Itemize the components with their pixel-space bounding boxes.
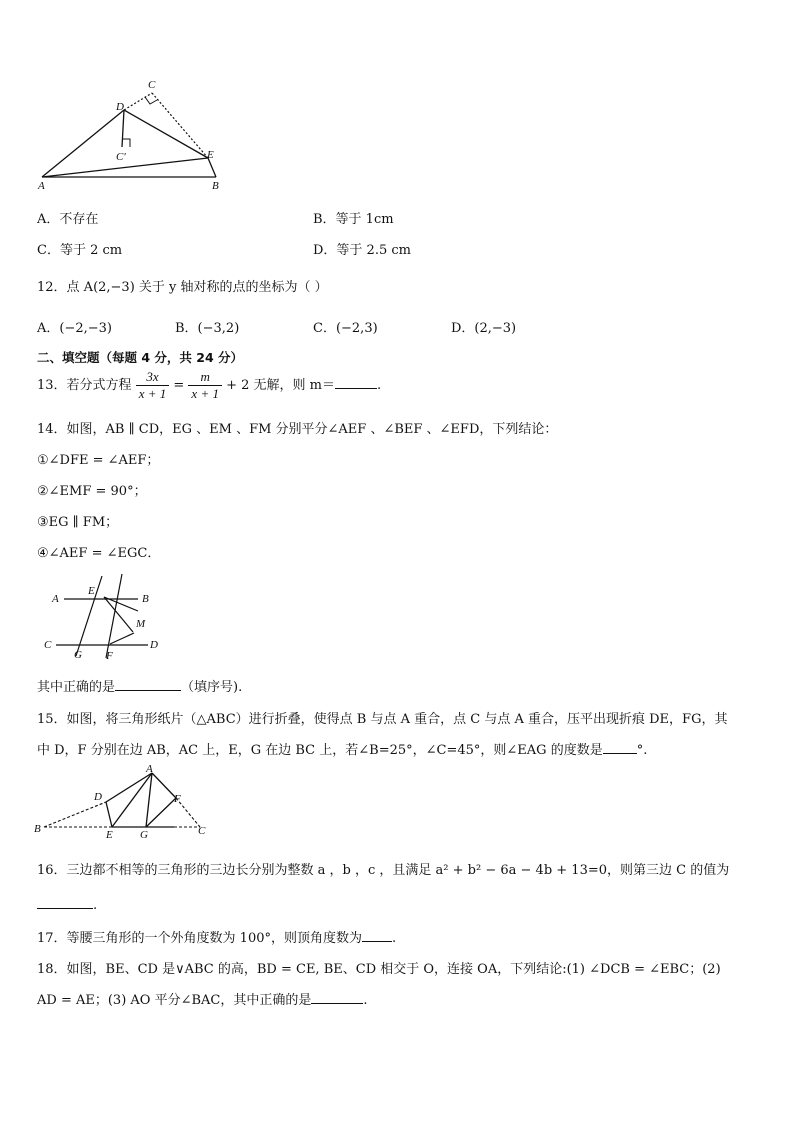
fig11-label-cprime: C′ [116,151,126,163]
q12-stem: 12．点 A(2,−3) 关于 y 轴对称的点的坐标为（ ） [37,280,328,295]
fig11-label-e: E [207,149,214,161]
q14-stem: 14．如图，AB ∥ CD，EG 、EM 、FM 分别平分∠AEF 、∠BEF 、∠EFD，下列结论： [37,422,558,437]
q15-line-1: 15．如图，将三角形纸片（△ABC）进行折叠，使得点 B 与点 A 重合，点 C 与点 A 重合，压平出现折痕 DE，FG，其 [37,712,728,727]
q12-option-a: A．(−2,−3) [37,321,112,336]
q14-answer-blank[interactable] [115,678,181,691]
fig14-label-c: C [44,639,52,651]
q11-option-c: C．等于 2 cm [37,243,123,258]
fig15-label-d: D [94,791,102,803]
q14-conclusion-2: ②∠EMF = 90°； [37,484,147,499]
fig14-label-e: E [88,585,95,597]
fig15-label-e: E [106,829,113,840]
q15-line-2-text: 中 D，F 分别在边 AB，AC 上，E，G 在边 BC 上，若∠B=25°，∠C=45°，则∠EAG 的度数是 [37,743,603,758]
q16-line-1: 16．三边都不相等的三角形的三边长分别为整数 a ，b ，c ，且满足 a² + b² − 6a − 4b + 13=0，则第三边 C 的值为 [37,863,730,878]
q15-line-2-end: °. [636,743,648,758]
q13-answer-blank[interactable] [335,376,377,389]
q14-tail-suffix: （填序号). [181,680,243,695]
q17 [37,927,396,946]
q13-end: . [377,378,382,393]
q15-figure [30,760,215,840]
q17-end: . [392,931,397,946]
fig11-label-a: A [38,180,45,192]
q18-line-2-text: AD = AE；(3) AO 平分∠BAC，其中正确的是 [37,993,312,1008]
q16-line-2 [37,896,97,913]
fig15-label-b: B [34,823,41,835]
q13-eq: = [173,378,185,393]
fig15-label-g: G [140,829,148,840]
q13-fraction-2 [188,369,222,402]
q12-option-d: D．(2,−3) [451,321,517,336]
fig14-label-b: B [142,593,149,605]
q17-text: 17．等腰三角形的一个外角度数为 100°，则顶角度数为 [37,931,362,946]
fig15-label-c: C [198,825,206,837]
q14-tail-prefix: 其中正确的是 [37,680,116,695]
q12-option-c: C．(−2,3) [313,321,378,336]
q13-f2-num: m [188,369,222,386]
fig11-label-c: C [148,79,156,91]
fig14-label-m: M [136,618,146,630]
q16-answer-blank[interactable] [37,896,93,909]
fig15-label-f: F [174,793,181,805]
q12-option-b: B．(−3,2) [175,321,240,336]
q14-figure [38,570,178,666]
q11-option-a: A．不存在 [37,212,99,227]
q15-answer-blank[interactable] [603,741,637,754]
fig11-label-b: B [212,180,219,192]
fig14-label-a: A [52,593,59,605]
q14-conclusion-1: ①∠DFE = ∠AEF； [37,453,160,468]
q13-fraction-1 [136,369,170,402]
q18-end: . [363,993,368,1008]
q11-option-b: B．等于 1cm [313,212,394,227]
fig14-label-d: D [150,639,158,651]
q15-line-2 [37,739,647,758]
q11-figure [30,75,230,195]
q14-conclusion-3: ③EG ∥ FM； [37,515,119,530]
fig15-label-a: A [146,763,153,775]
q18-line-2 [37,989,368,1008]
q17-answer-blank[interactable] [362,929,392,942]
fig14-label-g: G [74,649,82,661]
q14-conclusion-4: ④∠AEF = ∠EGC． [37,546,161,561]
q18-answer-blank[interactable] [311,991,363,1004]
q13-suffix: + 2 无解，则 m＝ [226,378,335,393]
q14-tail [37,676,242,695]
q13 [37,369,381,402]
q13-f2-den: x + 1 [191,386,219,401]
q18-line-1: 18．如图，BE、CD 是∨ABC 的高，BD = CE, BE、CD 相交于 O，连接 OA，下列结论:(1) ∠DCB = ∠EBC；(2) [37,962,721,977]
fig14-label-f: F [106,650,113,662]
section-title: 二、填空题（每题 4 分，共 24 分） [37,350,244,365]
q11-option-d: D．等于 2.5 cm [313,243,411,258]
fig11-label-d: D [116,101,124,113]
q13-f1-den: x + 1 [138,386,167,401]
q13-f1-num: 3x [136,369,170,386]
q16-end: . [93,898,98,913]
q13-prefix: 13．若分式方程 [37,378,132,393]
